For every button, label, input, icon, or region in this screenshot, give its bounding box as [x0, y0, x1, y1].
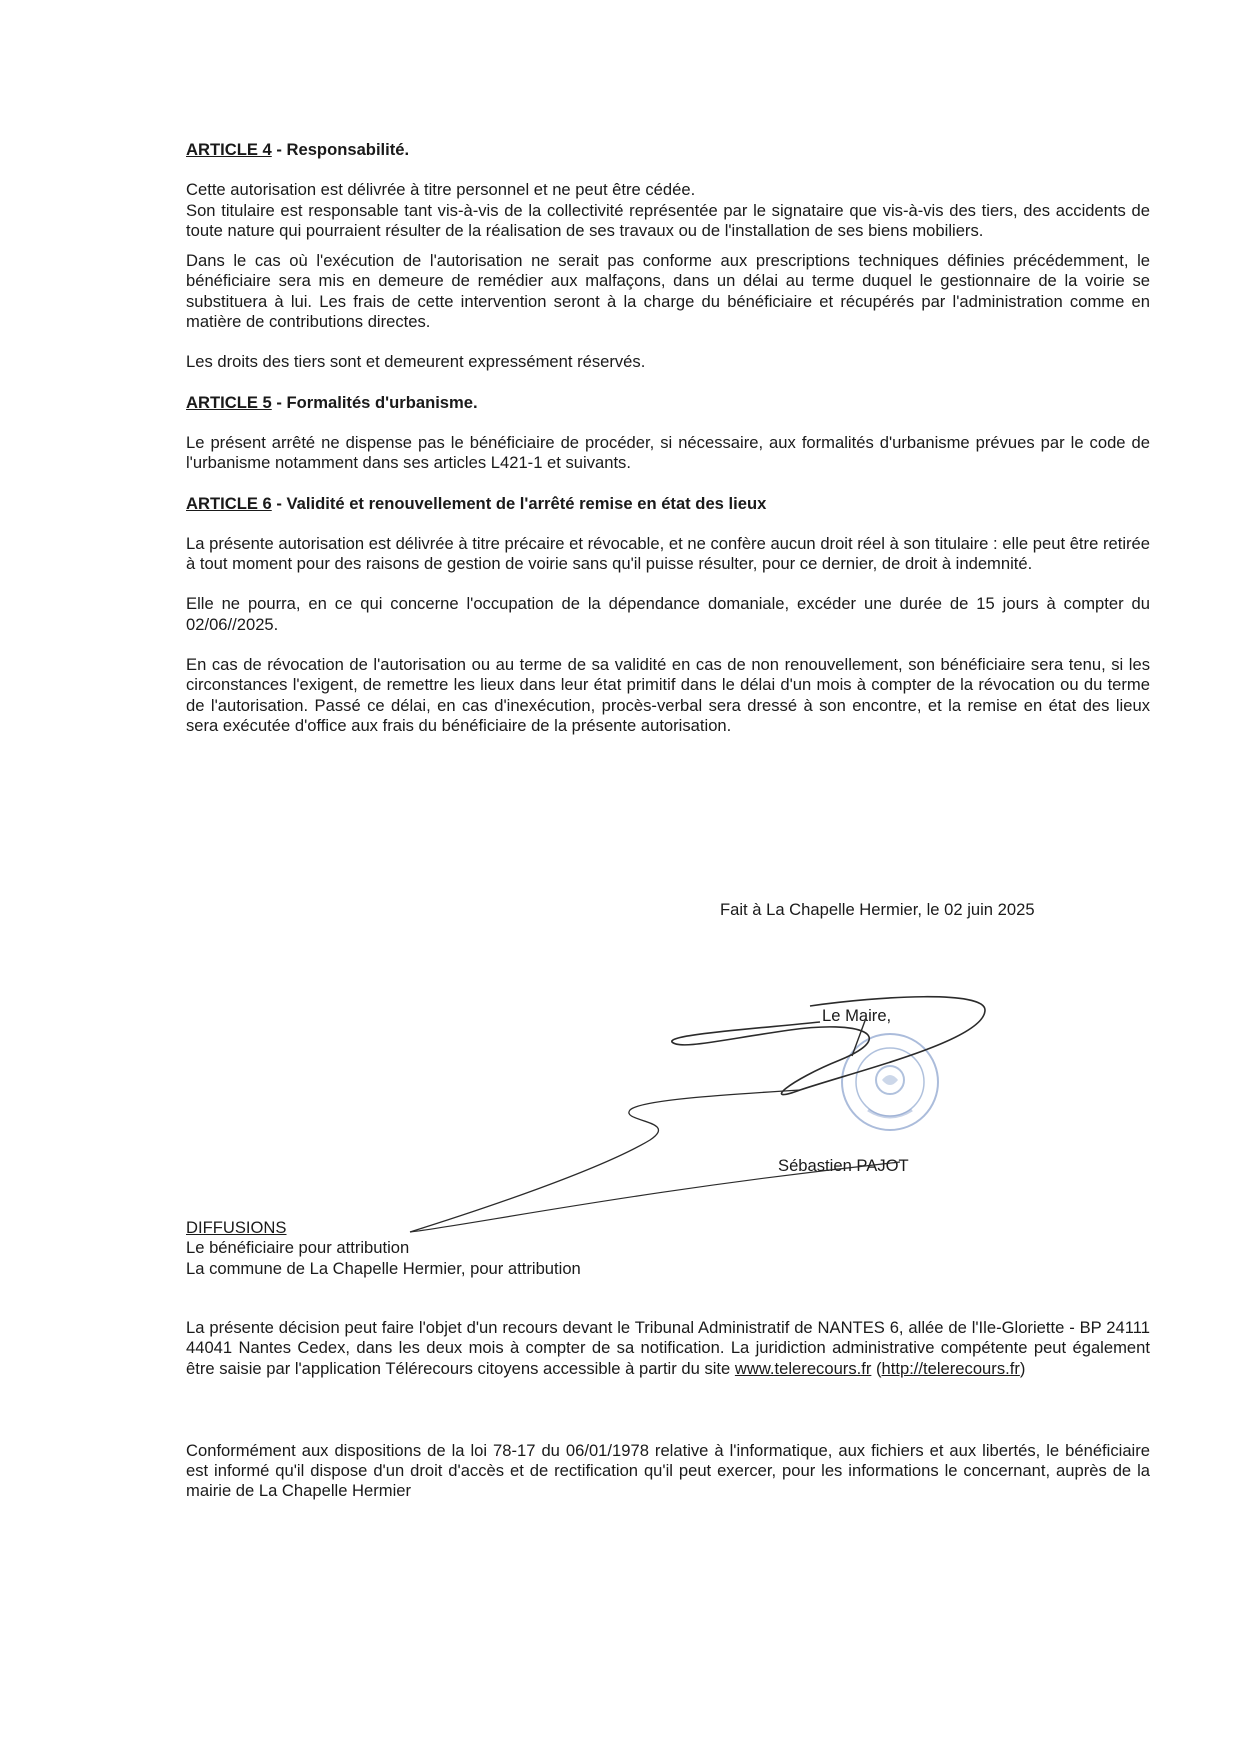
article-6-heading: [186, 494, 1150, 514]
article-6-title: - Validité et renouvellement de l'arrêté remise en état des lieux: [271, 493, 767, 513]
recours-mid: (: [871, 1358, 882, 1378]
diffusions-block: [186, 1218, 1150, 1279]
recours-end: ): [1019, 1358, 1026, 1378]
article-6-number: ARTICLE 6: [186, 493, 272, 513]
article-6-paragraph-2: Elle ne pourra, en ce qui concerne l'occupation de la dépendance domaniale, excéder une durée de 15 jours à compter du 02/06//2025.: [186, 594, 1150, 634]
diffusion-line-1: Le bénéficiaire pour attribution: [186, 1238, 410, 1258]
article-6-paragraph-3: En cas de révocation de l'autorisation ou au terme de sa validité en cas de non renouvellement, son bénéficiaire sera tenu, si les circonstances l'exigent, de remettre les lieux dans leur état primitif dans le délai d'un mois à compter de la révocation ou du terme de l'autorisation. Passé ce délai, en cas d'inexécution, procès-verbal sera dressé à son encontre, et la remise en état des lieux sera exécutée d'office aux frais du bénéficiaire de la présente autorisation.: [186, 655, 1150, 735]
article-4-paragraph-4: Les droits des tiers sont et demeurent expressément réservés.: [186, 352, 646, 372]
article-5-paragraph-1: Le présent arrêté ne dispense pas le bénéficiaire de procéder, si nécessaire, aux formalités d'urbanisme prévues par le code de l'urbanisme notamment dans ses articles L421-1 et suivants.: [186, 432, 1150, 473]
article-4-title: - Responsabilité.: [271, 140, 410, 159]
article-4-paragraph-3: Dans le cas où l'exécution de l'autorisation ne serait pas conforme aux prescriptions techniques définies précédemment, le bénéficiaire sera mis en demeure de remédier aux malfaçons, dans un délai au terme duquel le gestionnaire de la voirie se substituera à lui. Les frais de cette intervention seront à la charge du bénéficiaire et récupérés par l'administration comme en matière de contributions directes.: [186, 251, 1150, 332]
signatory-title: Le Maire,: [822, 1006, 892, 1025]
article-4-number: ARTICLE 4: [186, 140, 272, 159]
diffusion-line-2: La commune de La Chapelle Hermier, pour attribution: [186, 1258, 581, 1278]
article-4-heading: [186, 140, 1150, 160]
footer-notices: [186, 1318, 1150, 1502]
article-5-number: ARTICLE 5: [186, 392, 272, 412]
telerecours-link[interactable]: www.telerecours.fr: [734, 1358, 872, 1378]
diffusions-heading: DIFFUSIONS: [186, 1218, 287, 1237]
recours-paragraph: [186, 1318, 1150, 1379]
article-5-title: - Formalités d'urbanisme.: [271, 392, 478, 412]
article-4-paragraph-1: Cette autorisation est délivrée à titre personnel et ne peut être cédée.: [186, 180, 696, 200]
official-seal-stamp: [838, 1030, 942, 1134]
telerecours-http-link[interactable]: http://telerecours.fr: [881, 1358, 1020, 1378]
article-4-paragraph-2: Son titulaire est responsable tant vis-à-vis de la collectivité représentée par le signataire que vis-à-vis des tiers, des accidents de toute nature qui pourraient résulter de la réalisation de ses travaux ou de l'installation de ses biens mobiliers.: [186, 200, 1150, 240]
article-5-heading: [186, 393, 1150, 413]
document-body: [186, 140, 1150, 736]
article-6-paragraph-1: La présente autorisation est délivrée à titre précaire et révocable, et ne confère aucun droit réel à son titulaire : elle peut être retirée à tout moment pour des raisons de gestion de voirie sans qu'il puisse résulter, pour ce dernier, de droit à indemnité.: [186, 533, 1150, 574]
signatory-name: Sébastien PAJOT: [778, 1156, 909, 1175]
place-date-line: Fait à La Chapelle Hermier, le 02 juin 2025: [720, 900, 1035, 919]
cnil-paragraph: Conformément aux dispositions de la loi 78-17 du 06/01/1978 relative à l'informatique, aux fichiers et aux libertés, le bénéficiaire est informé qu'il dispose d'un droit d'accès et de rectification qu'il peut exercer, pour les informations le concernant, auprès de la mairie de La Chapelle Hermier: [186, 1440, 1150, 1501]
recours-text: La présente décision peut faire l'objet d'un recours devant le Tribunal Administratif de NANTES 6, allée de l'Ile-Gloriette - BP 24111 44041 Nantes Cedex, dans les deux mois à compter de sa notification. La juridiction administrative compétente peut également être saisie par l'application Télérecours citoyens accessible à partir du site: [186, 1318, 1150, 1378]
